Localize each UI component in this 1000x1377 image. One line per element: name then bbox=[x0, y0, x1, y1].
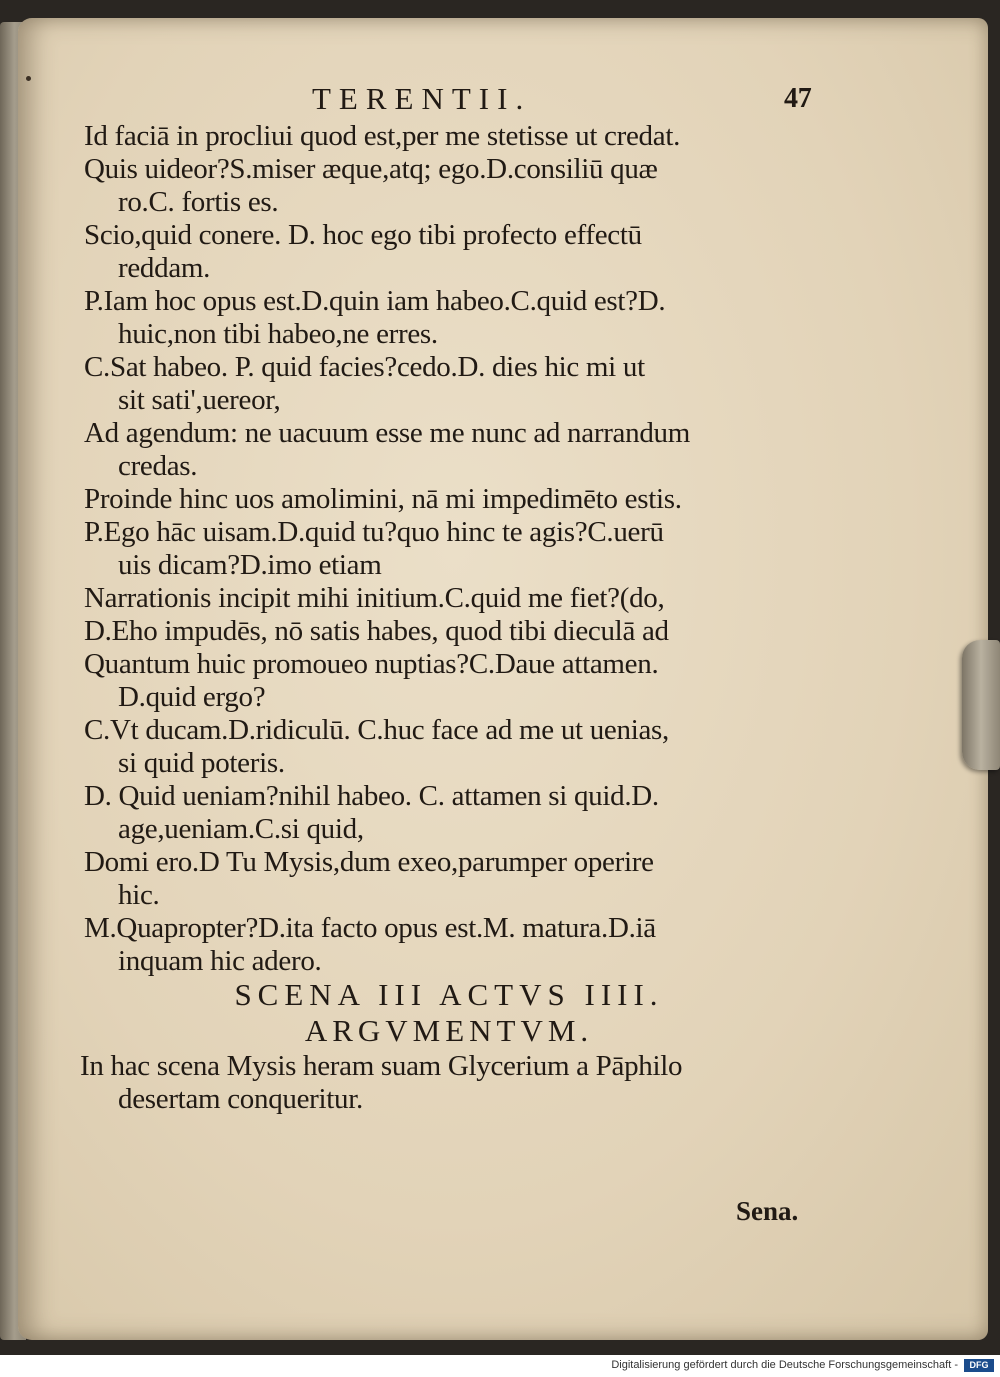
text-line: inquam hic adero. bbox=[118, 945, 322, 977]
footer-bar bbox=[0, 1355, 1000, 1377]
ink-mark bbox=[26, 76, 31, 81]
text-line: M.Quapropter?D.ita facto opus est.M. matura.D.iā bbox=[84, 912, 656, 944]
argumentum-line: desertam conqueritur. bbox=[118, 1083, 363, 1115]
text-line: Id faciā in procliui quod est,per me stetisse ut credat. bbox=[84, 120, 681, 152]
catchword: Sena. bbox=[736, 1196, 799, 1226]
text-line: Domi ero.D Tu Mysis,dum exeo,parumper operire bbox=[84, 846, 654, 878]
text-line: si quid poteris. bbox=[118, 747, 285, 779]
funding-credit: Digitalisierung gefördert durch die Deutsche Forschungsgemeinschaft - bbox=[611, 1359, 958, 1371]
text-line: age,ueniam.C.si quid, bbox=[118, 813, 364, 845]
text-line: Proinde hinc uos amolimini, nā mi impedimēto estis. bbox=[84, 483, 682, 515]
text-line: D.Eho impudēs, nō satis habes, quod tibi dieculā ad bbox=[84, 615, 669, 647]
argumentum-line: In hac scena Mysis heram suam Glycerium a Pāphilo bbox=[80, 1050, 683, 1082]
text-line: P.Ego hāc uisam.D.quid tu?quo hinc te agis?C.uerū bbox=[84, 516, 664, 548]
text-line: ro.C. fortis es. bbox=[118, 186, 279, 218]
text-line: D.quid ergo? bbox=[118, 681, 266, 713]
text-line: huic,non tibi habeo,ne erres. bbox=[118, 318, 438, 350]
text-line: sit sati',uereor, bbox=[118, 384, 281, 416]
text-line: Ad agendum: ne uacuum esse me nunc ad narrandum bbox=[84, 417, 690, 449]
text-line: D. Quid ueniam?nihil habeo. C. attamen si quid.D. bbox=[84, 780, 659, 812]
running-title: TERENTII. bbox=[312, 81, 532, 116]
text-line: Quantum huic promoueo nuptias?C.Daue attamen. bbox=[84, 648, 659, 680]
text-line: Scio,quid conere. D. hoc ego tibi profecto effectū bbox=[84, 219, 642, 251]
page-number: 47 bbox=[784, 83, 812, 114]
text-line: C.Vt ducam.D.ridiculū. C.huc face ad me ut uenias, bbox=[84, 714, 669, 746]
text-line: credas. bbox=[118, 450, 198, 482]
text-line: Quis uideor?S.miser æque,atq; ego.D.consiliū quæ bbox=[84, 153, 658, 185]
scene-heading: SCENA III ACTVS IIII. bbox=[234, 977, 664, 1012]
text-line: uis dicam?D.imo etiam bbox=[118, 549, 382, 581]
text-line: reddam. bbox=[118, 252, 211, 284]
dfg-logo-icon: DFG bbox=[964, 1359, 994, 1372]
book-clasp bbox=[962, 640, 1000, 770]
page-text-block bbox=[80, 81, 844, 1116]
text-line: C.Sat habeo. P. quid facies?cedo.D. dies hic mi ut bbox=[84, 351, 645, 383]
text-line: hic. bbox=[118, 879, 160, 911]
argumentum-title: ARGVMENTVM. bbox=[304, 1013, 594, 1048]
text-line: Narrationis incipit mihi initium.C.quid me fiet?(do, bbox=[84, 582, 665, 614]
running-head bbox=[84, 82, 844, 120]
text-line: P.Iam hoc opus est.D.quin iam habeo.C.quid est?D. bbox=[84, 285, 666, 317]
